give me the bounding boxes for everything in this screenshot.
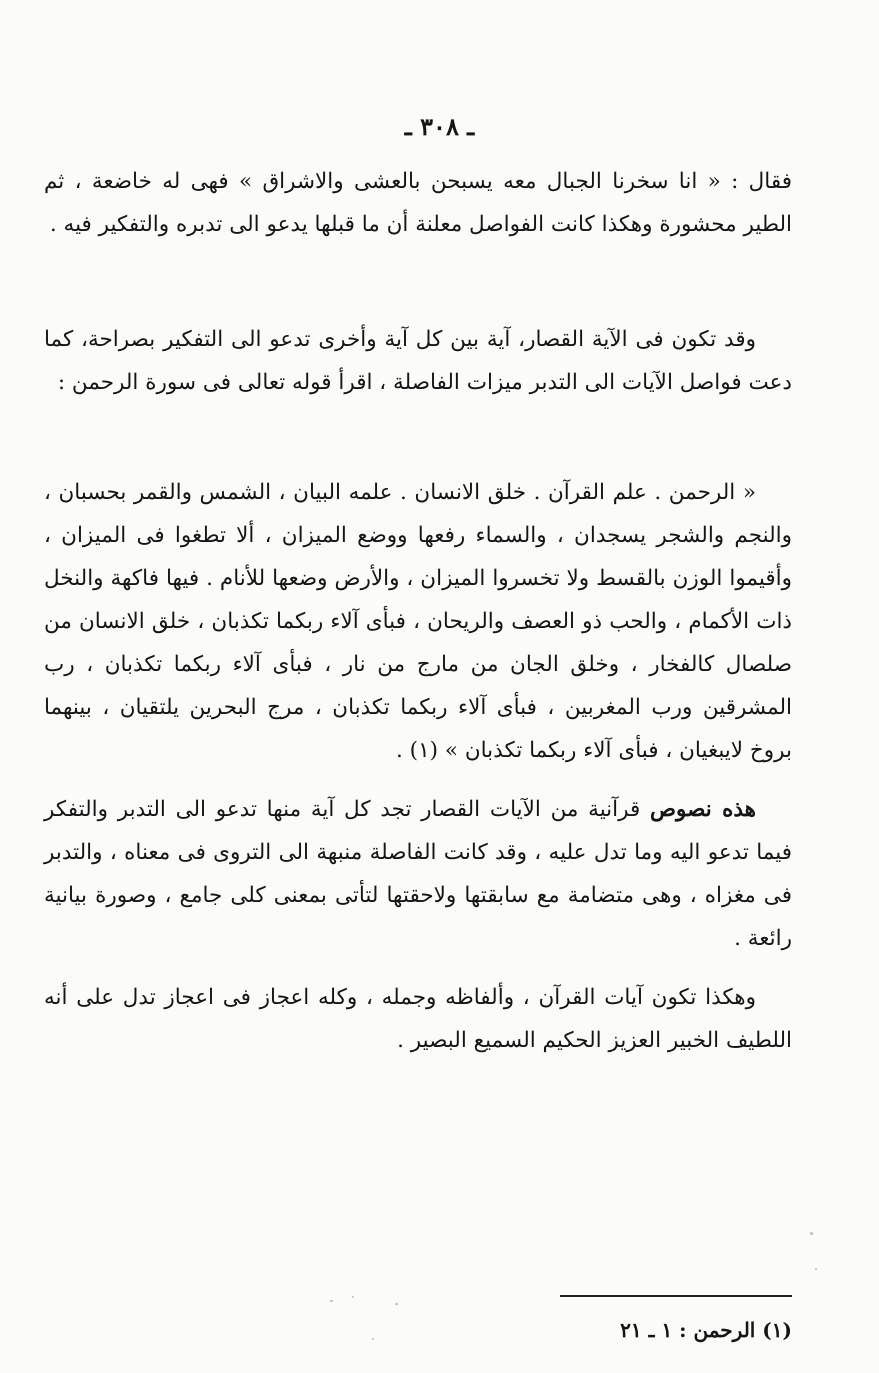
paragraph-3 — [44, 788, 792, 960]
footnote: (١) الرحمن : ١ ـ ٢١ — [620, 1318, 792, 1342]
paragraph-3-body: قرآنية من الآيات القصار تجد كل آية منها تدعو الى التدبر والتفكر فيما تدعو اليه وما تدل عليه ، وقد كانت الفاصلة منبهة الى التروى فى معناه ، والتدبر فى مغزاه ، وهى متضامة مع سابقتها ولاحقتها لتأتى بمعنى كلى جامع ، وصورة بيانية رائعة . — [44, 797, 792, 951]
paragraph-quran-quote: « الرحمن . علم القرآن . خلق الانسان . علمه البيان ، الشمس والقمر بحسبان ، والنجم والشجر يسجدان ، والسماء رفعها ووضع الميزان ، ألا تطغوا فى الميزان ، وأقيموا الوزن بالقسط ولا تخسروا الميزان ، والأرض وضعها للأنام . فيها فاكهة والنخل ذات الأكمام ، والحب ذو العصف والريحان ، فبأى آلاء ربكما تكذبان ، خلق الانسان من صلصال كالفخار ، وخلق الجان من مارج من نار ، فبأى آلاء ربكما تكذبان ، رب المشرقين ورب المغربين ، فبأى آلاء ربكما تكذبان ، مرج البحرين يلتقيان ، بينهما بروخ لايبغيان ، فبأى آلاء ربكما تكذبان » (١) . — [44, 480, 792, 763]
paragraph-3-lead: هذه نصوص — [650, 797, 756, 822]
scan-speck — [815, 1268, 817, 1270]
scan-speck — [395, 1303, 398, 1305]
scan-speck — [372, 1338, 374, 1340]
scan-speck — [352, 1296, 354, 1298]
footnote-divider — [560, 1295, 792, 1297]
scan-speck — [330, 1300, 333, 1302]
scan-speck — [810, 1232, 813, 1235]
page-number: ـ ٣٠٨ ـ — [404, 112, 475, 141]
body-text — [44, 160, 792, 1062]
paragraph-intro: فقال : « انا سخرنا الجبال معه يسبحن بالعشى والاشراق » فهى له خاضعة ، ثم الطير محشورة وهكذا كانت الفواصل معلنة أن ما قبلها يدعو الى تدبره والتفكير فيه . — [44, 169, 792, 237]
paragraph-4: وهكذا تكون آيات القرآن ، وألفاظه وجمله ، وكله اعجاز فى اعجاز تدل على أنه اللطيف الخبير العزيز الحكيم السميع البصير . — [44, 985, 792, 1053]
paragraph-1: وقد تكون فى الآية القصار، آية بين كل آية وأخرى تدعو الى التفكير بصراحة، كما دعت فواصل الآيات الى التدبر ميزات الفاصلة ، اقرأ قوله تعالى فى سورة الرحمن : — [44, 327, 792, 395]
